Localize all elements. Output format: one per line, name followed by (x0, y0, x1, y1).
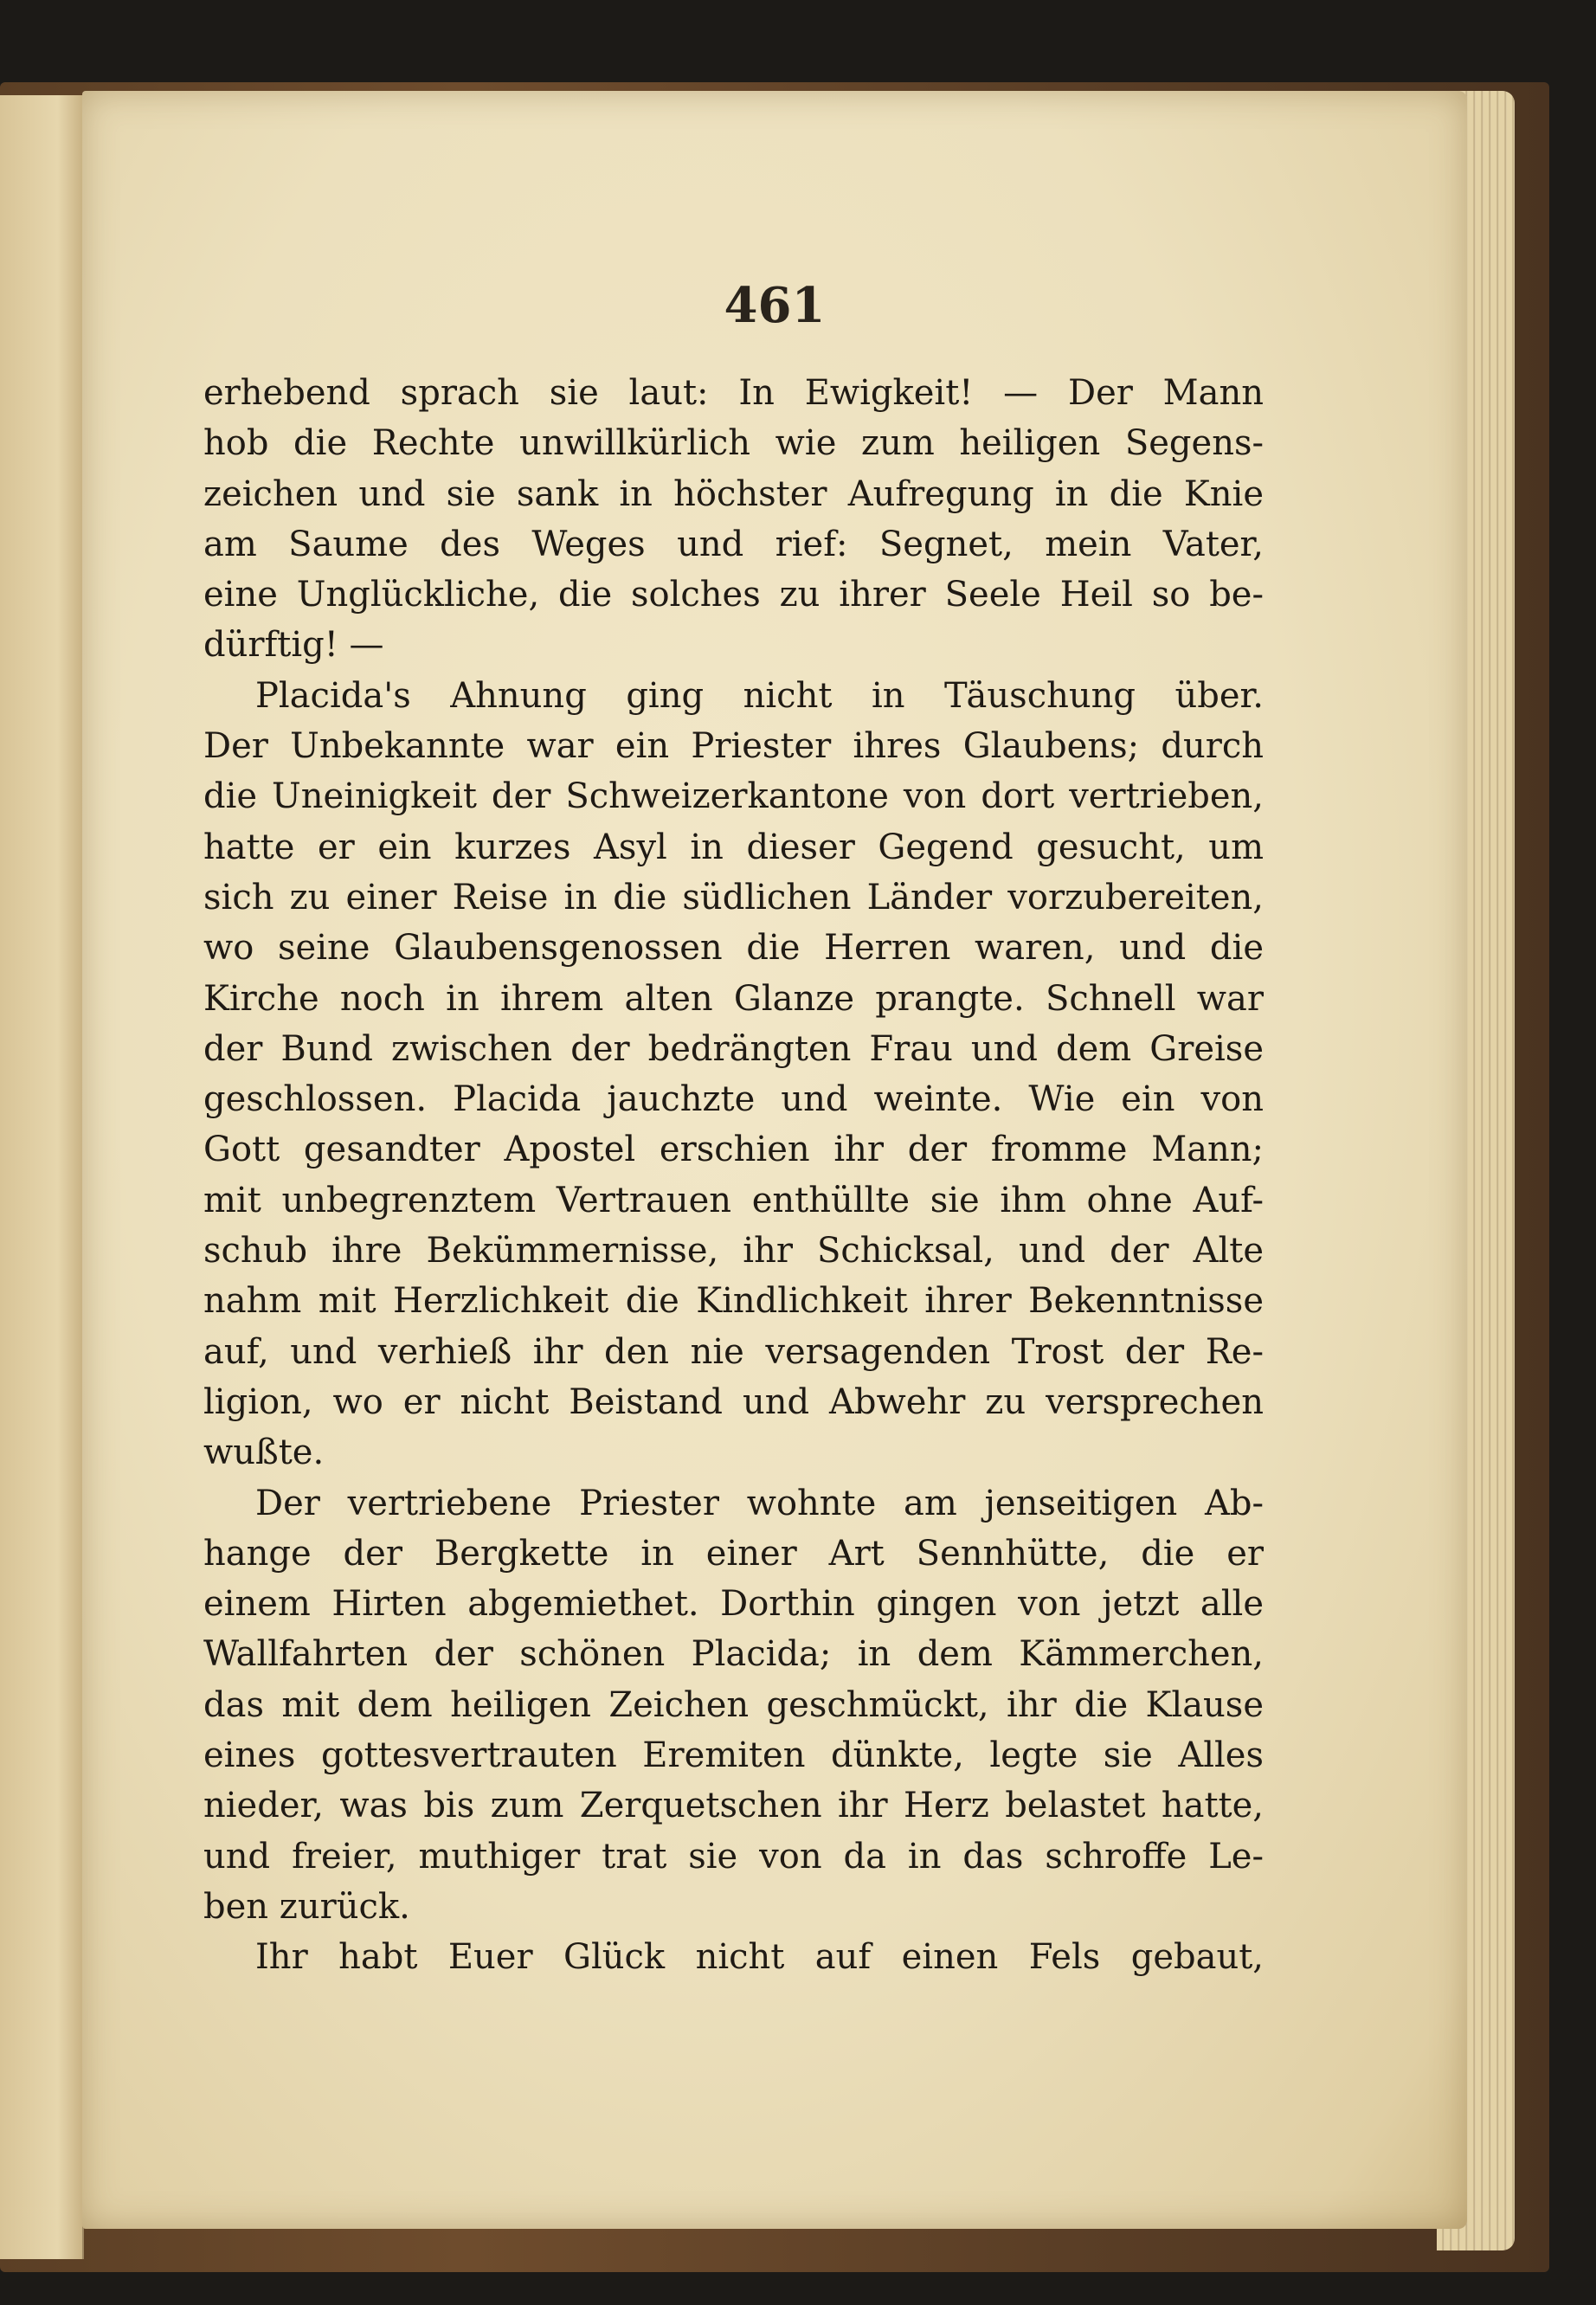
left-page-edge (0, 95, 84, 2259)
text-line: erhebend sprach sie laut: In Ewigkeit! — Der Mann (203, 373, 1264, 413)
text-line: Ihr habt Euer Glück nicht auf einen Fels gebaut, (255, 1937, 1264, 1978)
page-number: 461 (724, 277, 826, 334)
text-line: schub ihre Bekümmernisse, ihr Schicksal, und der Alte (203, 1231, 1264, 1272)
book-page (82, 91, 1467, 2229)
text-line: Gott gesandter Apostel erschien ihr der fromme Mann; (203, 1130, 1264, 1170)
text-line: sich zu einer Reise in die südlichen Länder vorzubereiten, (203, 877, 1264, 917)
text-line: ligion, wo er nicht Beistand und Abwehr zu versprechen (203, 1381, 1264, 1422)
text-line: wo seine Glaubensgenossen die Herren waren, und die (203, 928, 1264, 969)
text-line: die Uneinigkeit der Schweizerkantone von dort vertrieben, (203, 776, 1264, 817)
text-line: Kirche noch in ihrem alten Glanze prangte. Schnell war (203, 978, 1264, 1019)
text-line: auf, und verhieß ihr den nie versagenden Trost der Re- (203, 1331, 1264, 1372)
page-text (203, 368, 1264, 1983)
text-line: zeichen und sie sank in höchster Aufregung in die Knie (203, 473, 1264, 514)
text-line: Der Unbekannte war ein Priester ihres Glaubens; durch (203, 726, 1264, 767)
text-line: hange der Bergkette in einer Art Sennhütte, die er (203, 1533, 1264, 1574)
text-line: Wallfahrten der schönen Placida; in dem Kämmerchen, (203, 1634, 1264, 1675)
text-line: hatte er ein kurzes Asyl in dieser Gegend gesucht, um (203, 827, 1264, 867)
text-line: der Bund zwischen der bedrängten Frau und dem Greise (203, 1028, 1264, 1069)
text-line: Der vertriebene Priester wohnte am jenseitigen Ab- (255, 1483, 1264, 1523)
text-line: wußte. (203, 1433, 325, 1473)
text-line: dürftig! — (203, 625, 384, 666)
text-line: eine Unglückliche, die solches zu ihrer Seele Heil so be- (203, 575, 1264, 615)
text-line: mit unbegrenztem Vertrauen enthüllte sie ihm ohne Auf- (203, 1180, 1264, 1220)
text-line: das mit dem heiligen Zeichen geschmückt, ihr die Klause (203, 1684, 1264, 1725)
text-line: nahm mit Herzlichkeit die Kindlichkeit ihrer Bekenntnisse (203, 1281, 1264, 1322)
text-line: eines gottesvertrauten Eremiten dünkte, legte sie Alles (203, 1735, 1264, 1776)
text-line: hob die Rechte unwillkürlich wie zum heiligen Segens- (203, 423, 1264, 464)
text-line: Placida's Ahnung ging nicht in Täuschung über. (255, 675, 1264, 716)
text-line: und freier, muthiger trat sie von da in das schroffe Le- (203, 1836, 1264, 1877)
text-line: ben zurück. (203, 1886, 410, 1927)
text-line: einem Hirten abgemiethet. Dorthin gingen von jetzt alle (203, 1584, 1264, 1625)
text-line: nieder, was bis zum Zerquetschen ihr Herz belastet hatte, (203, 1786, 1264, 1826)
text-line: geschlossen. Placida jauchzte und weinte. Wie ein von (203, 1079, 1264, 1120)
text-line: am Saume des Weges und rief: Segnet, mein Vater, (203, 524, 1264, 564)
